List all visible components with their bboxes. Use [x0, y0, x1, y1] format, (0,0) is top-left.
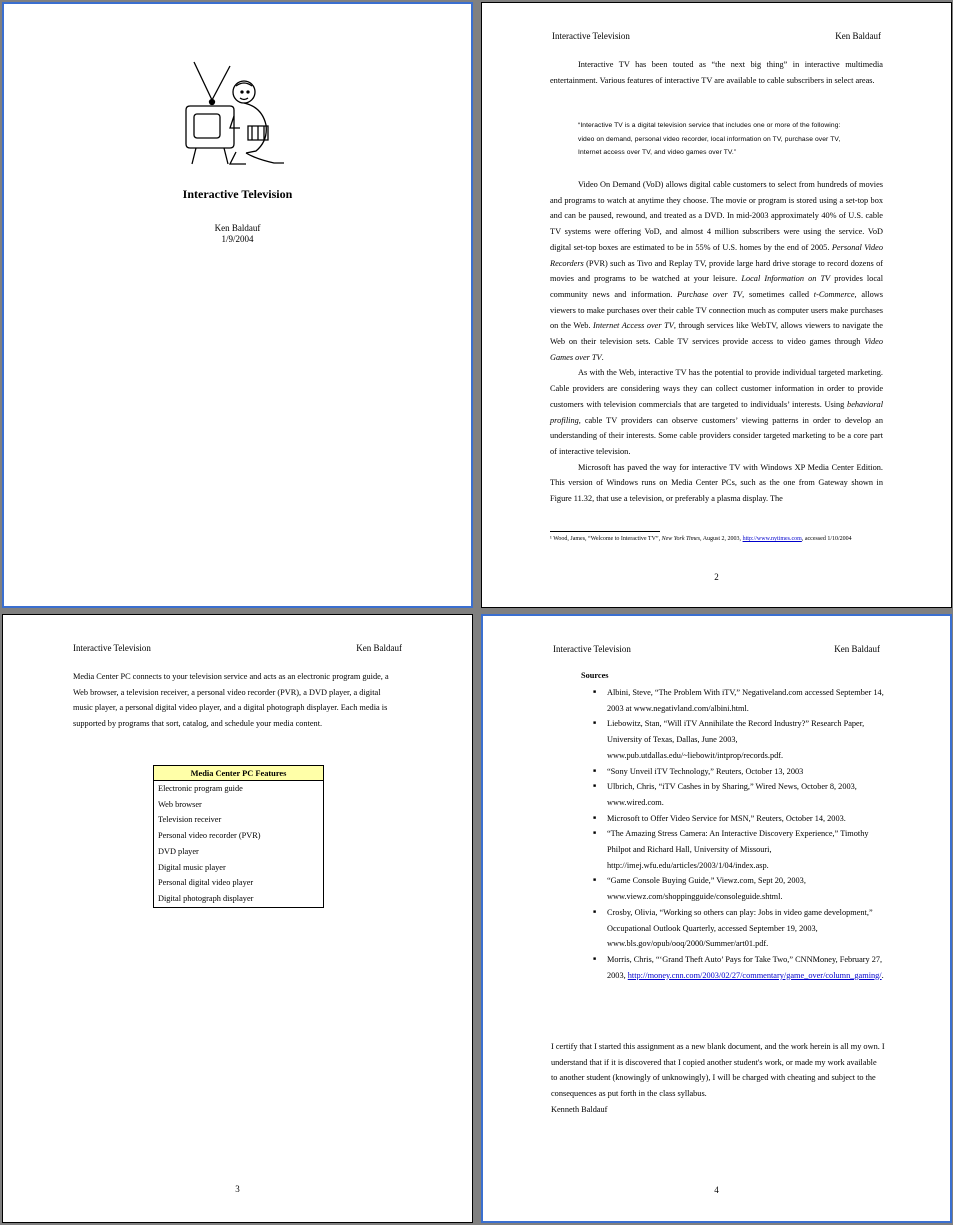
- header-author: Ken Baldauf: [356, 643, 402, 653]
- document-date: 1/9/2004: [221, 234, 254, 244]
- media-center-paragraph: Media Center PC connects to your television service and acts as an electronic program guide, a Web browser, a television receiver, a personal video recorder (PVR), a DVD player, a digital music player, a personal digital video player, and a digital photograph displayer. Each media is supported by programs that sort, catalog, and schedule your media content.: [73, 672, 389, 729]
- author-name: Ken Baldauf: [214, 223, 261, 233]
- features-table: [153, 765, 324, 908]
- paragraph-microsoft: Microsoft has paved the way for interactive TV with Windows XP Media Center Edition. This version of Windows runs on Media Center PCs, such as the one from Gateway shown in Figure 11.32, that use a television, or preferably a plasma display. The: [550, 462, 883, 504]
- page-number: 2: [714, 572, 719, 582]
- source-link[interactable]: http://money.cnn.com/2003/02/27/commentary/game_over/column_gaming/: [627, 970, 882, 980]
- header-title: Interactive Television: [553, 644, 631, 654]
- header-author: Ken Baldauf: [834, 644, 880, 654]
- table-row: Web browser: [158, 799, 202, 809]
- paragraph-marketing: As with the Web, interactive TV has the potential to provide individual targeted marketing. Cable providers are considering ways they can collect customer information in order to provide customers with television commercials that are targeted to individuals’ interests. Using behavioral profiling, cable TV providers can observe customers’ viewing patterns in order to develop an understanding of their interests. Some cable providers consider targeted marketing to be a core part of interactive television.: [550, 368, 883, 456]
- block-quote: “Interactive TV is a digital television service that includes one or more of the following: video on demand, personal video recorder, local information on TV, purchase over TV, Internet access over TV, and video games over TV.”: [578, 122, 841, 156]
- table-row: DVD player: [158, 846, 199, 856]
- tv-cartoon-icon: [184, 56, 296, 168]
- table-row: Television receiver: [158, 815, 222, 825]
- page-1[interactable]: [2, 2, 473, 608]
- header-title: Interactive Television: [73, 643, 151, 653]
- list-item: ■ “Sony Unveil iTV Technology,” Reuters, October 13, 2003: [607, 764, 887, 780]
- page-2[interactable]: [481, 2, 952, 608]
- list-item: ■ Morris, Chris, “‘Grand Theft Auto’ Pays for Take Two,” CNNMoney, February 27, 2003, http://money.cnn.com/2003/02/27/commentary/game_over/column_gaming/.: [607, 952, 887, 983]
- list-item: ■ “Game Console Buying Guide,” Viewz.com, Sept 20, 2003, www.viewz.com/shoppingguide/consoleguide.shtml.: [607, 873, 887, 904]
- footnote-link[interactable]: http://www.nytimes.com: [742, 536, 802, 542]
- table-row: Personal video recorder (PVR): [158, 831, 261, 841]
- table-row: Personal digital video player: [158, 878, 254, 888]
- list-item: ■ Liebowitz, Stan, “Will iTV Annihilate the Record Industry?” Research Paper, University of Texas, Dallas, June 2003, www.pub.utdallas.edu/~liebowit/intprop/records.pdf.: [607, 716, 887, 763]
- sources-heading: Sources: [581, 671, 609, 680]
- document-title: Interactive Television: [182, 187, 293, 201]
- certification-block: [551, 1039, 885, 1118]
- footnote-divider: [550, 531, 660, 532]
- list-item: ■ Albini, Steve, “The Problem With iTV,” Negativeland.com accessed September 14, 2003 at www.negativland.com/albini.html.: [607, 685, 887, 716]
- intro-text: Interactive TV has been touted as “the next big thing” in interactive multimedia entertainment. Various features of interactive TV are available to cable subscribers in select areas.: [550, 60, 883, 85]
- page-number: 3: [235, 1184, 240, 1194]
- header-title: Interactive Television: [552, 31, 630, 41]
- table-row: Digital photograph displayer: [158, 893, 254, 903]
- page-3[interactable]: [2, 614, 473, 1223]
- table-row: Electronic program guide: [158, 784, 243, 793]
- list-item: ■ “The Amazing Stress Camera: An Interactive Discovery Experience,” Timothy Philpot and Richard Hall, University of Missouri, http://imej.wfu.edu/articles/2003/1/04/index.asp.: [607, 826, 887, 873]
- paragraph-features: Video On Demand (VoD) allows digital cable customers to select from hundreds of movies and programs to watch at anytime they choose. The movie or program is stored using a set-top box and can be paused, rewound, and treated as a DVD. In mid-2003 approximately 40% of U.S. cable TV systems were offering VoD, and almost 4 million subscribers were using the service. VoD digital set-top boxes are estimated to be in 55% of U.S. homes by the end of 2005. Personal Video Recorders (PVR) such as Tivo and Replay TV, provide large hard drive storage to record dozens of movies and programs to be watched at your leisure. Local Information on TV provides local community news and information. Purchase over TV, sometimes called t-Commerce, allows viewers to make purchases over their cable TV connection much as computer users make purchases on the Web. Internet Access over TV, through services like WebTV, allows viewers to navigate the Web on their television sets. Cable TV services provide access to video games through Video Games over TV.: [550, 180, 883, 362]
- page-4[interactable]: [481, 614, 952, 1223]
- main-body: [550, 177, 883, 507]
- author-block: [4, 223, 471, 245]
- table-row: Digital music player: [158, 862, 226, 872]
- signature: Kenneth Baldauf: [551, 1104, 608, 1114]
- list-item: ■ Crosby, Olivia, “Working so others can play: Jobs in video game development,” Occupational Outlook Quarterly, accessed September 19, 2003, www.bls.gov/opub/ooq/2000/Summer/art01.pdf.: [607, 905, 887, 952]
- list-item: ■ Microsoft to Offer Video Service for MSN,” Reuters, October 14, 2003.: [607, 811, 887, 827]
- footnote: ¹ Wood, James, “Welcome to Interactive TV”, New York Times, August 2, 2003, http://www.nytimes.com, accessed 1/10/2004: [550, 536, 852, 542]
- certification-text: I certify that I started this assignment as a new blank document, and the work herein is all my own. I understand that if it is discovered that I copied another student's work, or made my work available to another student (knowingly of unknowingly), I will be charged with cheating and subject to the consequences as put forth in the class syllabus.: [551, 1042, 885, 1099]
- intro-paragraph: [550, 57, 883, 88]
- sources-list: [581, 685, 887, 983]
- table-header: Media Center PC Features: [154, 766, 324, 781]
- list-item: ■ Ulbrich, Chris, “iTV Cashes in by Sharing,” Wired News, October 8, 2003, www.wired.com.: [607, 779, 887, 810]
- header-author: Ken Baldauf: [835, 31, 881, 41]
- page-number: 4: [714, 1185, 719, 1195]
